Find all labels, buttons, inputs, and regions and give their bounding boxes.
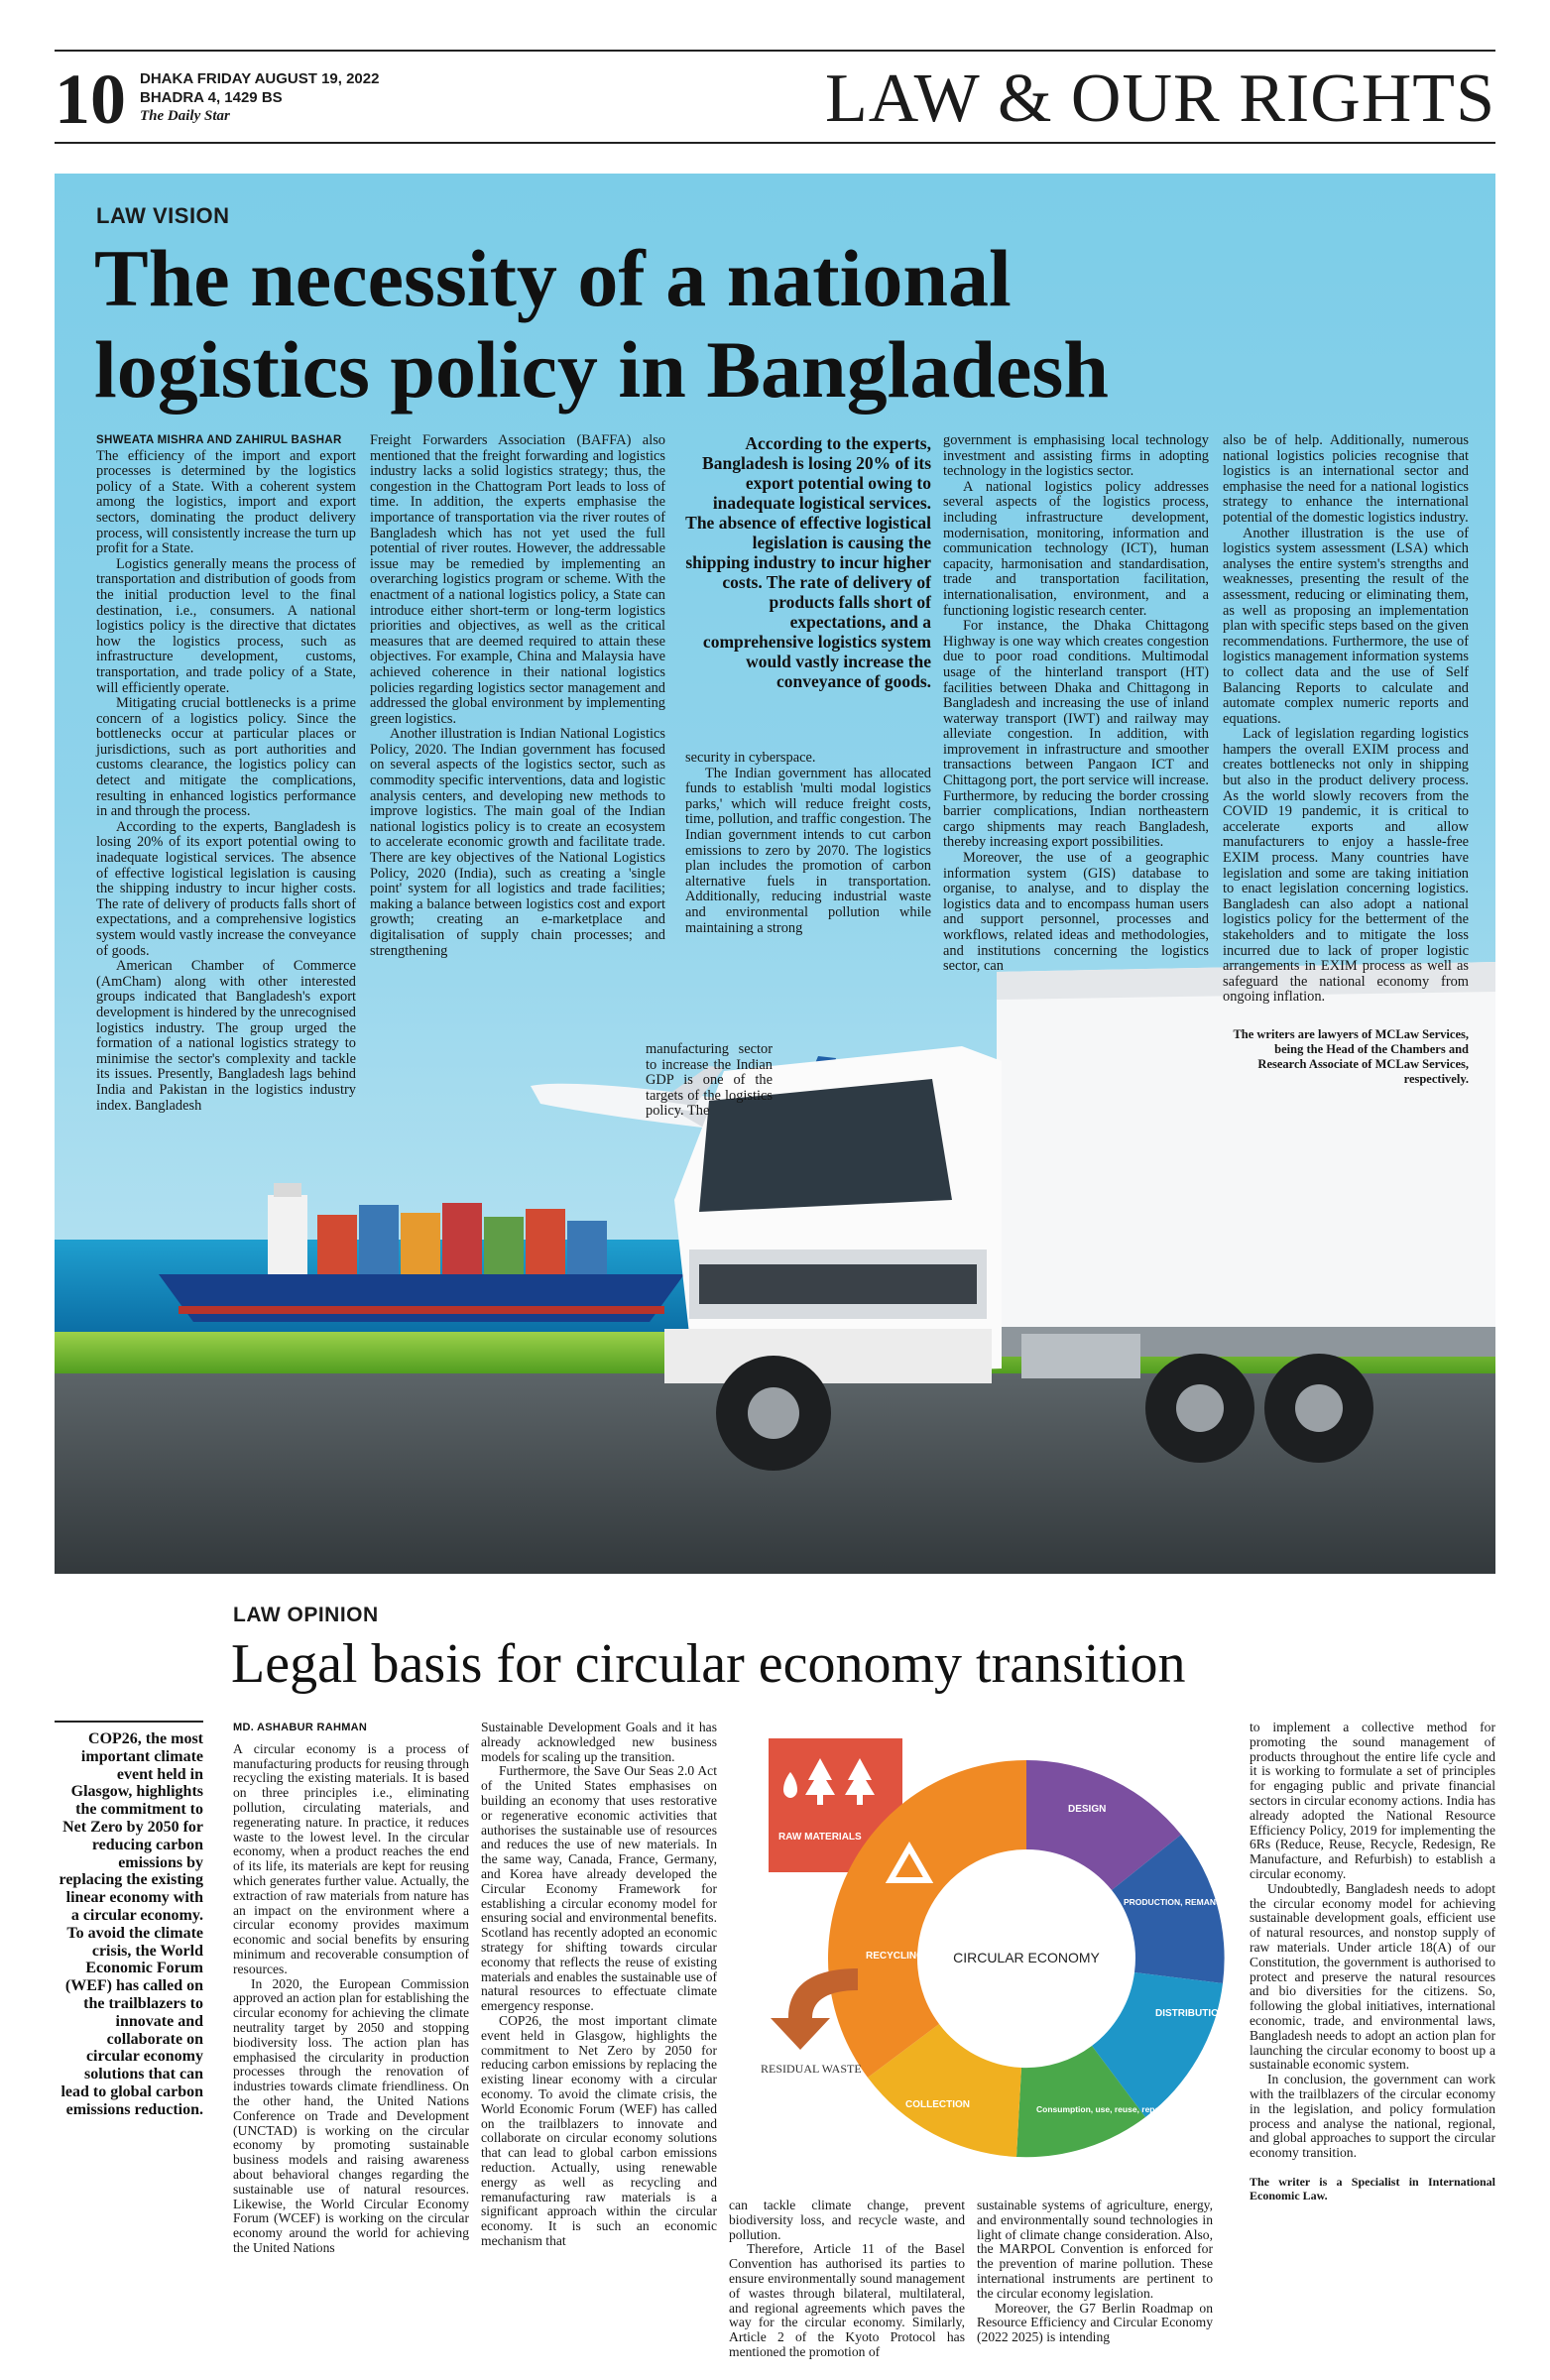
- byline: MD. ASHABUR RAHMAN: [233, 1722, 368, 1733]
- pullquote: According to the experts, Bangladesh is losing 20% of its export potential owing to inadequate logistical services. The absence of effective logistical legislation is causing the shipping industry to incur higher costs. The rate of delivery of products falls short of expectations, and a comprehensive logistics system would vastly increase the conveyance of goods.: [685, 433, 931, 691]
- paragraph: According to the experts, Bangladesh is losing 20% of its export potential owing to inadequate logistical services. The absence of effective logistical legislation is causing the shipping industry to incur higher costs. The rate of delivery of products falls short of expectations, and a comprehensive logistics system would vastly increase the conveyance of goods.: [96, 818, 356, 959]
- article-column-1: [96, 433, 356, 1114]
- paragraph: Therefore, Article 11 of the Basel Convention has authorised its parties to ensure environmentally sound management of wastes through bilateral, multilateral, and regional agreements which paves the way for the circular economy. Similarly, Article 2 of the Kyoto Protocol has mentioned the promotion of: [729, 2241, 965, 2359]
- article-column-3: [729, 2199, 965, 2360]
- article-logistics: [55, 174, 1495, 1574]
- diagram-label-collection: COLLECTION: [905, 2099, 970, 2110]
- paragraph: Furthermore, the Save Our Seas 2.0 Act of the United States emphasises on building an economy that uses restorative or regenerative economic activities that authorises the sustainable use of resources and reduces the use of new materials. In the same way, Canada, France, Germany, and Korea have already developed the Circular Economy Framework for establishing a circular economy model for ensuring social and environmental benefits. Scotland has recently adopted an economic strategy for shifting towards circular economy that reflects the reuse of existing materials and enables the sustainable use of natural resources to effectuate climate emergency response.: [481, 1763, 717, 2014]
- bangla-date: BHADRA 4, 1429 BS: [140, 89, 283, 106]
- paragraph: Another illustration is Indian National Logistics Policy, 2020. The Indian government has focused on several aspects of the logistics sector, such as commodity specific interventions, data and logistic analysis centers, and developing new methods to improve logistics. The main goal of the Indian national logistics policy is to create an ecosystem to accelerate economic growth and facilitate trade. There are key objectives of the National Logistics Policy, 2020 (India), such as creating a 'single point' system for all logistics and trade facilities; making a balance between logistics cost and export growth; creating an e-marketplace and digitalisation of supply chain processes; and strengthening: [370, 726, 665, 959]
- diagram-label-consumption: Consumption, use, reuse, repair: [1036, 2104, 1165, 2114]
- paragraph: Lack of legislation regarding logistics hampers the overall EXIM process and creates bottlenecks not only in shipping but also in the product delivery process. As the world slowly recovers from the COVID 19 pandemic, it is critical to accelerate exports and allow manufacturers to enjoy a hassle-free EXIM process. Many countries have legislation and some are taking initiation to enact legislation concerning logistics. Bangladesh can also adopt a national logistics policy for the betterment of the stakeholders and to mitigate the loss incurred due to lack of proper logistic arrangements in EXIM process as well as safeguard the national economy from ongoing inflation.: [1223, 726, 1469, 1006]
- paragraph: For instance, the Dhaka Chittagong Highway is one way which creates congestion due to poor road conditions. Multimodal usage of the hinterland transport (HT) facilities between Dhaka and Chittagong in Bangladesh and increasing the use of inland waterway transport (IWT) and railway may alleviate congestion. In addition, with improvement in infrastructure and smoother transactions between Pangaon ICT and Chittagong port, the port service will increase. Furthermore, by reducing the border crossing barrier complications, Indian northeastern cargo shipments may reach Bangladesh, thereby increasing export possibilities.: [943, 618, 1209, 851]
- diagram-center-label: CIRCULAR ECONOMY: [953, 1950, 1100, 1965]
- writer-note: The writer is a Specialist in International Economic Law.: [1250, 2174, 1495, 2202]
- article-column-2: [370, 433, 665, 959]
- paragraph: also be of help. Additionally, numerous national logistics policies recognise that logistics is an international sector and emphasise the need for a national logistics strategy to enhance the international potential of the domestic logistics industry.: [1223, 432, 1469, 526]
- paragraph: Freight Forwarders Association (BAFFA) also mentioned that the freight forwarding and logistics industry lacks a solid logistics strategy; thus, the congestion in the Chattogram Port leads to loss of time. In addition, the experts emphasise the importance of transportation via the river routes of Bangladesh which has not yet used the full potential of river routes. However, the addressable issue may be remedied by implementing an overarching logistics program or scheme. With the enactment of a national logistics policy, a State can introduce either short-term or long-term logistics priorities and objectives, as well as the critical measures that are deemed required to attain these objectives. For example, China and Malaysia have achieved coherence in their national logistics policies regarding logistics sector management and addressed the global environment by implementing green logistics.: [370, 432, 665, 727]
- paragraph: In 2020, the European Commission approved an action plan for establishing the circular economy for achieving the climate neutrality target by 2050 and stopping biodiversity loss. The action plan has emphasised the circularity in production processes through the renovation of industries towards climate friendliness. On the other hand, the United Nations Conference on Trade and Development (UNCTAD) is working on the circular economy by promoting sustainable business models and raising awareness about behavioral changes regarding the sustainable use of natural resources. Likewise, the World Circular Economy Forum (WCEF) is working on the circular economy around the world for achieving the United Nations: [233, 1975, 469, 2255]
- paragraph: Undoubtedly, Bangladesh needs to adopt the circular economy model for achieving sustainable development goals, efficient use of natural resources, and nonstop supply of raw materials. Under article 18(A) of our Constitution, the government is authorised to protect and preserve the natural resources and bio diversities for the citizens. So, following the global initiatives, international economic, trade, and environmental laws, Bangladesh needs to adopt an action plan for launching the circular economy to boost up a sustainable economic system.: [1250, 1880, 1495, 2073]
- headline: [94, 233, 1109, 416]
- byline: SHWEATA MISHRA AND ZAHIRUL BASHAR: [96, 434, 342, 446]
- headline-line-1: The necessity of a national: [94, 233, 1012, 323]
- article-column-5: [1223, 433, 1469, 1087]
- paragraph: The Indian government has allocated funds to establish 'multi modal logistics parks,' which will reduce freight costs, time, pollution, and traffic congestion. The Indian government intends to cut carbon emissions to zero by 2070. The logistics plan includes the promotion of carbon alternative fuels in transportation. Additionally, reducing industrial waste and environmental pollution while maintaining a strong: [685, 765, 931, 936]
- paragraph: can tackle climate change, prevent biodiversity loss, and recycle waste, and pollution.: [729, 2198, 965, 2242]
- headline: Legal basis for circular economy transition: [231, 1633, 1186, 1695]
- paragraph: Logistics generally means the process of transportation and distribution of goods from the initial production level to the final destination, i.e., consumers. A national logistics policy is the directive that dictates how the logistics process, such as infrastructure development, customs, transportation, and trade policy of a State, will efficiently operate.: [96, 555, 356, 696]
- paper-name: The Daily Star: [140, 108, 230, 124]
- headline-line-2: logistics policy in Bangladesh: [94, 324, 1109, 415]
- article-circular-economy: [55, 1584, 1495, 2359]
- kicker: LAW VISION: [96, 203, 230, 228]
- paragraph: Another illustration is the use of logistics system assessment (LSA) which analyses the entire system's strengths and weaknesses, presenting the result of the assessment, reducing or eliminating them, as well as proposing an implementation plan with specific steps based on the given recommendations. Furthermore, the use of logistics management information systems to collect data and the use of Self Balancing Reports to calculate and automate complex numeric reports and equations.: [1223, 525, 1469, 727]
- section-title: LAW & OUR RIGHTS: [824, 60, 1495, 137]
- article-column-4: [977, 2199, 1213, 2345]
- author-note: The writers are lawyers of MCLaw Services, being the Head of the Chambers and Research Associate of MCLaw Services, respectively.: [1233, 1026, 1469, 1086]
- paragraph: A circular economy is a process of manufacturing products for reusing through recycling the existing materials. It is based on three principles i.e., eliminating pollution, circulating materials, and regenerating nature. In practice, it reduces waste to the lowest level. In the circular economy, when a product reaches the end of its life, its materials are kept for reusing which generates further value. Actually, the extraction of raw materials from nature has an impact on the environment where a circular economy provides maximum economic and social benefits by ensuring minimum and recoverable consumption of resources.: [233, 1740, 469, 1976]
- article-column-5: [1250, 1721, 1495, 2202]
- article-column-3-continued: [646, 1042, 773, 1120]
- paragraph: The efficiency of the import and export processes is determined by the logistics policy of a State. With a coherent system among the logistics, import and export sectors, dominating the product delivery process, will consistently increase the turn up profit for a State.: [96, 447, 356, 557]
- sidebar-quote: COP26, the most important climate event held in Glasgow, highlights the commitment to Net Zero by 2050 for reducing carbon emissions by replacing the existing linear economy with a circular economy. To avoid the climate crisis, the World Economic Forum (WEF) has called on the trailblazers to innovate and collaborate on circular economy solutions that can lead to global carbon emissions reduction.: [55, 1721, 203, 2119]
- paragraph: sustainable systems of agriculture, energy, and environmentally sound technologies in light of climate change consideration. Also, the MARPOL Convention is enforced for the prevention of marine pollution. These international instruments are pertinent to the circular economy legislation.: [977, 2198, 1213, 2301]
- article-column-1: [233, 1721, 469, 2256]
- kicker: LAW OPINION: [233, 1604, 379, 1626]
- paragraph: security in cyberspace.: [685, 750, 816, 766]
- paragraph: Sustainable Development Goals and it has already acknowledged new business models for scaling up the transition.: [481, 1720, 717, 1764]
- article-column-4: [943, 433, 1209, 975]
- diagram-label-production: PRODUCTION, REMANUFACTURING: [1124, 1897, 1271, 1907]
- page-number: 10: [55, 60, 126, 139]
- article-column-2: [481, 1721, 717, 2249]
- circular-economy-diagram: [749, 1721, 1284, 2187]
- date-line: DHAKA FRIDAY AUGUST 19, 2022: [140, 70, 380, 87]
- date-block: [140, 69, 379, 126]
- paragraph: COP26, the most important climate event held in Glasgow, highlights the commitment to Net Zero by 2050 for reducing carbon emissions by replacing the existing linear economy with a circular economy. To avoid the climate crisis, the World Economic Forum (WEF) has called on the trailblazers to innovate and collaborate on circular economy solutions that can lead to global carbon emissions reduction. Actually, using renewable energy as well as recycling and remanufacturing raw materials is a significant approach within the circular economy. It is such an economic mechanism that: [481, 2012, 717, 2248]
- diagram-label-residual: RESIDUAL WASTE: [761, 2062, 862, 2076]
- diagram-label-distribution: DISTRIBUTION: [1155, 2008, 1227, 2019]
- paragraph: Mitigating crucial bottlenecks is a prime concern of a logistics policy. Since the bottlenecks occur at particular places or jurisdictions, such as port authorities and customs clearance, the logistics policy can detect and mitigate the complications, resulting in enhanced logistics performance in and through the process.: [96, 695, 356, 820]
- paragraph: Moreover, the G7 Berlin Roadmap on Resource Efficiency and Circular Economy (2022 2025) is intending: [977, 2300, 1213, 2345]
- paragraph: to implement a collective method for promoting the sound management of products throughout the entire life cycle and it is working to formulate a set of principles for engaging public and private financial sectors in circular economy actions. India has already adopted the National Resource Efficiency Policy, 2019 for implementing the 6Rs (Reduce, Reuse, Recycle, Redesign, Re Manufacture, and Refurbish) to establish a circular economy.: [1250, 1720, 1495, 1881]
- paragraph: In conclusion, the government can work with the trailblazers of the circular economy in the legislation, and policy formulation process and analyse the national, regional, and global approaches to support the circular economy transition.: [1250, 2072, 1495, 2161]
- paragraph: A national logistics policy addresses several aspects of the logistics process, including infrastructure development, modernisation, monitoring, information and communication technology (ICT), human capacity, harmonisation and standardisation, trade and transportation facilitation, internationalisation, environment, and a functioning logistic research center.: [943, 478, 1209, 619]
- paragraph: American Chamber of Commerce (AmCham) along with other interested groups indicated that Bangladesh's export development is hindered by the unrecognised logistics industry. The group urged the formation of a national logistics strategy to minimise the sector's complexity and tackle its issues. Presently, Bangladesh lags behind India and Pakistan in the logistics industry index. Bangladesh: [96, 958, 356, 1114]
- diagram-label-recycling: RECYCLING: [866, 1951, 924, 1962]
- diagram-label-design: DESIGN: [1068, 1804, 1107, 1815]
- paragraph: government is emphasising local technology investment and assisting firms in adopting technology in the logistics sector.: [943, 432, 1209, 480]
- paragraph: manufacturing sector to increase the Indian GDP is one of the targets of the logistics policy. The: [646, 1041, 773, 1120]
- article-column-3: [685, 751, 931, 936]
- diagram-label-raw-materials: RAW MATERIALS: [778, 1832, 862, 1843]
- masthead: [55, 50, 1495, 144]
- paragraph: Moreover, the use of a geographic information system (GIS) database to organise, to analyse, and to display the logistics data and to encompass human users and support personnel, processes and workflows, related ideas and methodologies, and institutions concerning the logistics sector, can: [943, 850, 1209, 975]
